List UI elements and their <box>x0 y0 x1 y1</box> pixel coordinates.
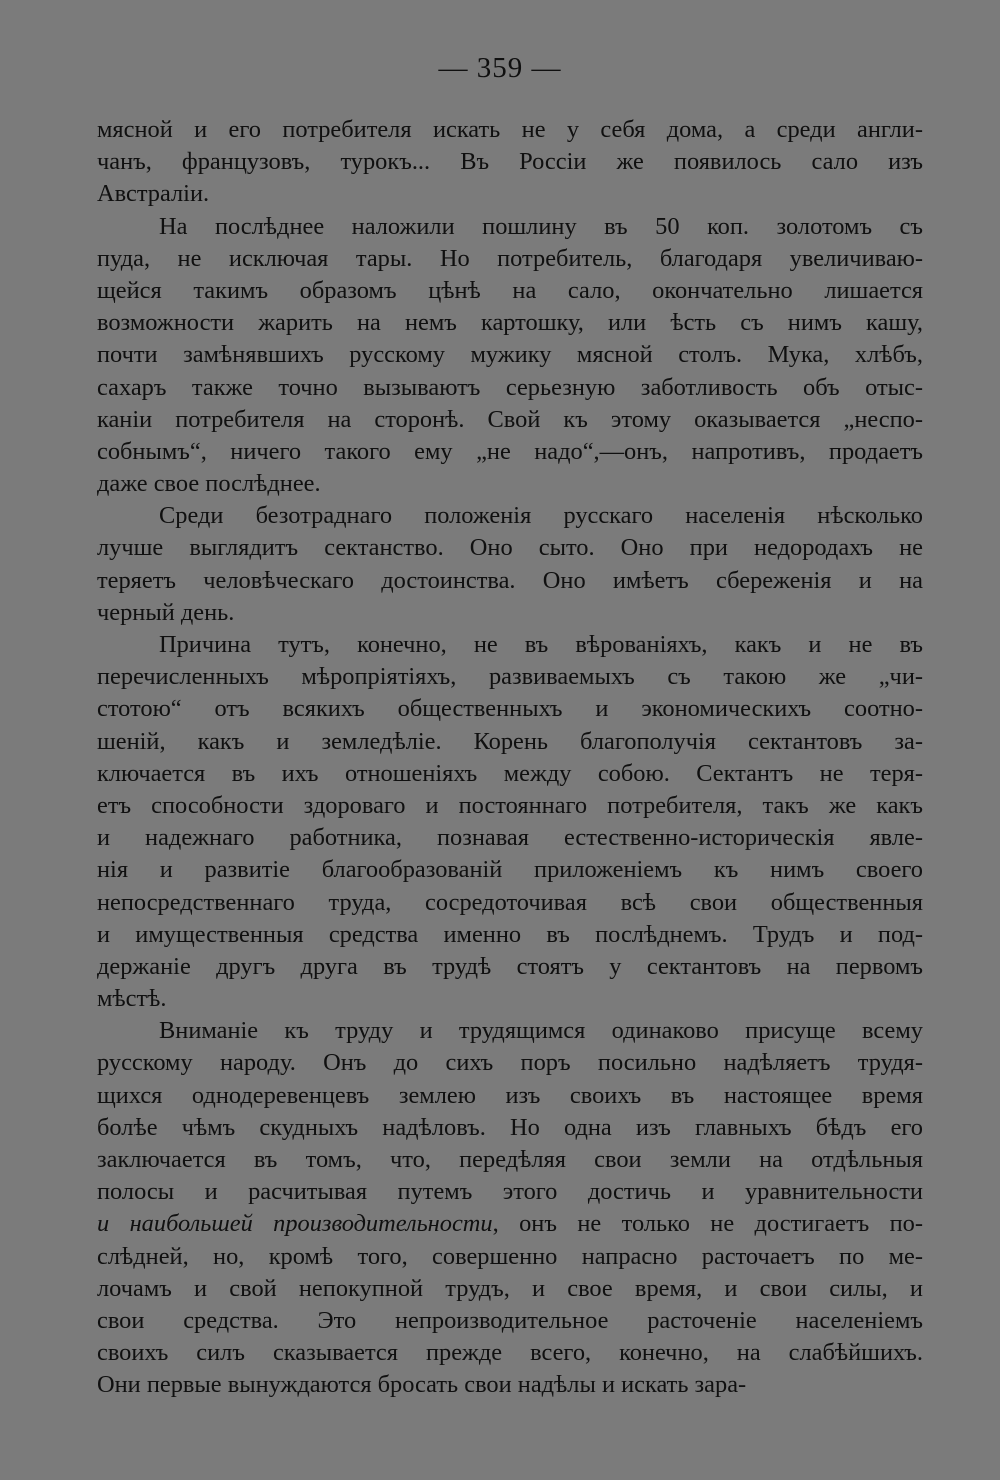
text-line: даже свое послѣднее. <box>97 470 321 498</box>
text-line: лочамъ и свой непокупной трудъ, и свое время, и свои силы, и <box>97 1274 923 1302</box>
text-line: Причина тутъ, конечно, не въ вѣрованіяхъ, какъ и не въ <box>159 631 923 658</box>
text-line: Австраліи. <box>97 180 210 208</box>
text-line: слѣдней, но, кромѣ того, совершенно напрасно расточаетъ по ме- <box>97 1242 923 1270</box>
text-line: щихся однодеревенцевъ землею изъ своихъ въ настоящее время <box>97 1081 923 1109</box>
text-line: ключается въ ихъ отношеніяхъ между собою. Сектантъ не теря- <box>97 759 923 787</box>
text-line: мясной и его потребителя искать не у себя дома, а среди англи- <box>97 116 923 143</box>
paragraph <box>97 629 923 1015</box>
text-line: лучше выглядитъ сектанство. Оно сыто. Оно при недородахъ не <box>97 534 923 562</box>
text-line: каніи потребителя на сторонѣ. Свой къ этому оказывается „неспо- <box>97 405 923 433</box>
body-text <box>97 114 923 1402</box>
text-line: Среди безотраднаго положенія русскаго населенія нѣсколько <box>159 502 923 530</box>
text-line: заключается въ томъ, что, передѣляя свои земли на отдѣльныя <box>97 1146 923 1173</box>
text-line: нія и развитіе благообразованій приложеніемъ къ нимъ своего <box>97 856 923 884</box>
page-number: — 359 — <box>438 52 562 84</box>
paragraph <box>97 1015 923 1401</box>
text-line: етъ способности здороваго и постояннаго потребителя, такъ же какъ <box>97 791 923 819</box>
text-line: держаніе другъ друга въ трудѣ стоятъ у сектантовъ на первомъ <box>97 952 923 980</box>
text-line: возможности жарить на немъ картошку, или ѣсть съ нимъ кашу, <box>97 309 923 337</box>
text-line: стотою“ отъ всякихъ общественныхъ и экономическихъ соотно- <box>97 695 923 723</box>
text-line: болѣе чѣмъ скудныхъ надѣловъ. Но одна изъ главныхъ бѣдъ его <box>97 1113 923 1141</box>
paragraph <box>97 211 923 501</box>
text-line: Они первые вынуждаются бросать свои надѣлы и искать зара- <box>97 1371 747 1399</box>
text-line: почти замѣнявшихъ русскому мужику мясной столъ. Мука, хлѣбъ, <box>97 341 923 369</box>
text-line: мѣстѣ. <box>97 985 167 1013</box>
text-line: черный день. <box>97 598 235 626</box>
text-line: своихъ силъ сказывается прежде всего, конечно, на слабѣйшихъ. <box>97 1339 923 1367</box>
text-line: и наибольшей производительности, онъ не только не достигаетъ по- <box>97 1210 923 1238</box>
text-line: сахаръ также точно вызываютъ серьезную заботливость объ отыс- <box>97 373 923 401</box>
text-line: На послѣднее наложили пошлину въ 50 коп. золотомъ съ <box>159 212 923 240</box>
text-line: непосредственнаго труда, сосредоточивая всѣ свои общественныя <box>97 888 923 916</box>
text-line: Вниманіе къ труду и трудящимся одинаково присуще всему <box>159 1017 923 1045</box>
text-line: шеній, какъ и земледѣліе. Корень благополучія сектантовъ за- <box>97 727 923 755</box>
text-line: перечисленныхъ мѣропріятіяхъ, развиваемыхъ съ такою же „чи- <box>97 663 923 691</box>
text-line: теряетъ человѣческаго достоинства. Оно имѣетъ сбереженія и на <box>97 566 923 594</box>
text-line: и имущественныя средства именно въ послѣднемъ. Трудъ и под- <box>97 920 923 948</box>
paragraph <box>97 114 923 211</box>
text-line: полосы и расчитывая путемъ этого достичь и уравнительности <box>97 1178 923 1206</box>
paragraph <box>97 500 923 629</box>
text-line: свои средства. Это непроизводительное расточеніе населеніемъ <box>97 1306 923 1334</box>
text-line: щейся такимъ образомъ цѣнѣ на сало, окончательно лишается <box>97 276 923 304</box>
text-line: чанъ, французовъ, турокъ... Въ Россіи же появилось сало изъ <box>97 148 923 176</box>
text-line: собнымъ“, ничего такого ему „не надо“,—онъ, напротивъ, продаетъ <box>97 437 923 465</box>
text-line: и надежнаго работника, познавая естественно-историческія явле- <box>97 824 923 852</box>
text-line: русскому народу. Онъ до сихъ поръ посильно надѣляетъ трудя- <box>97 1049 923 1077</box>
text-line: пуда, не исключая тары. Но потребитель, благодаря увеличиваю- <box>97 244 923 272</box>
